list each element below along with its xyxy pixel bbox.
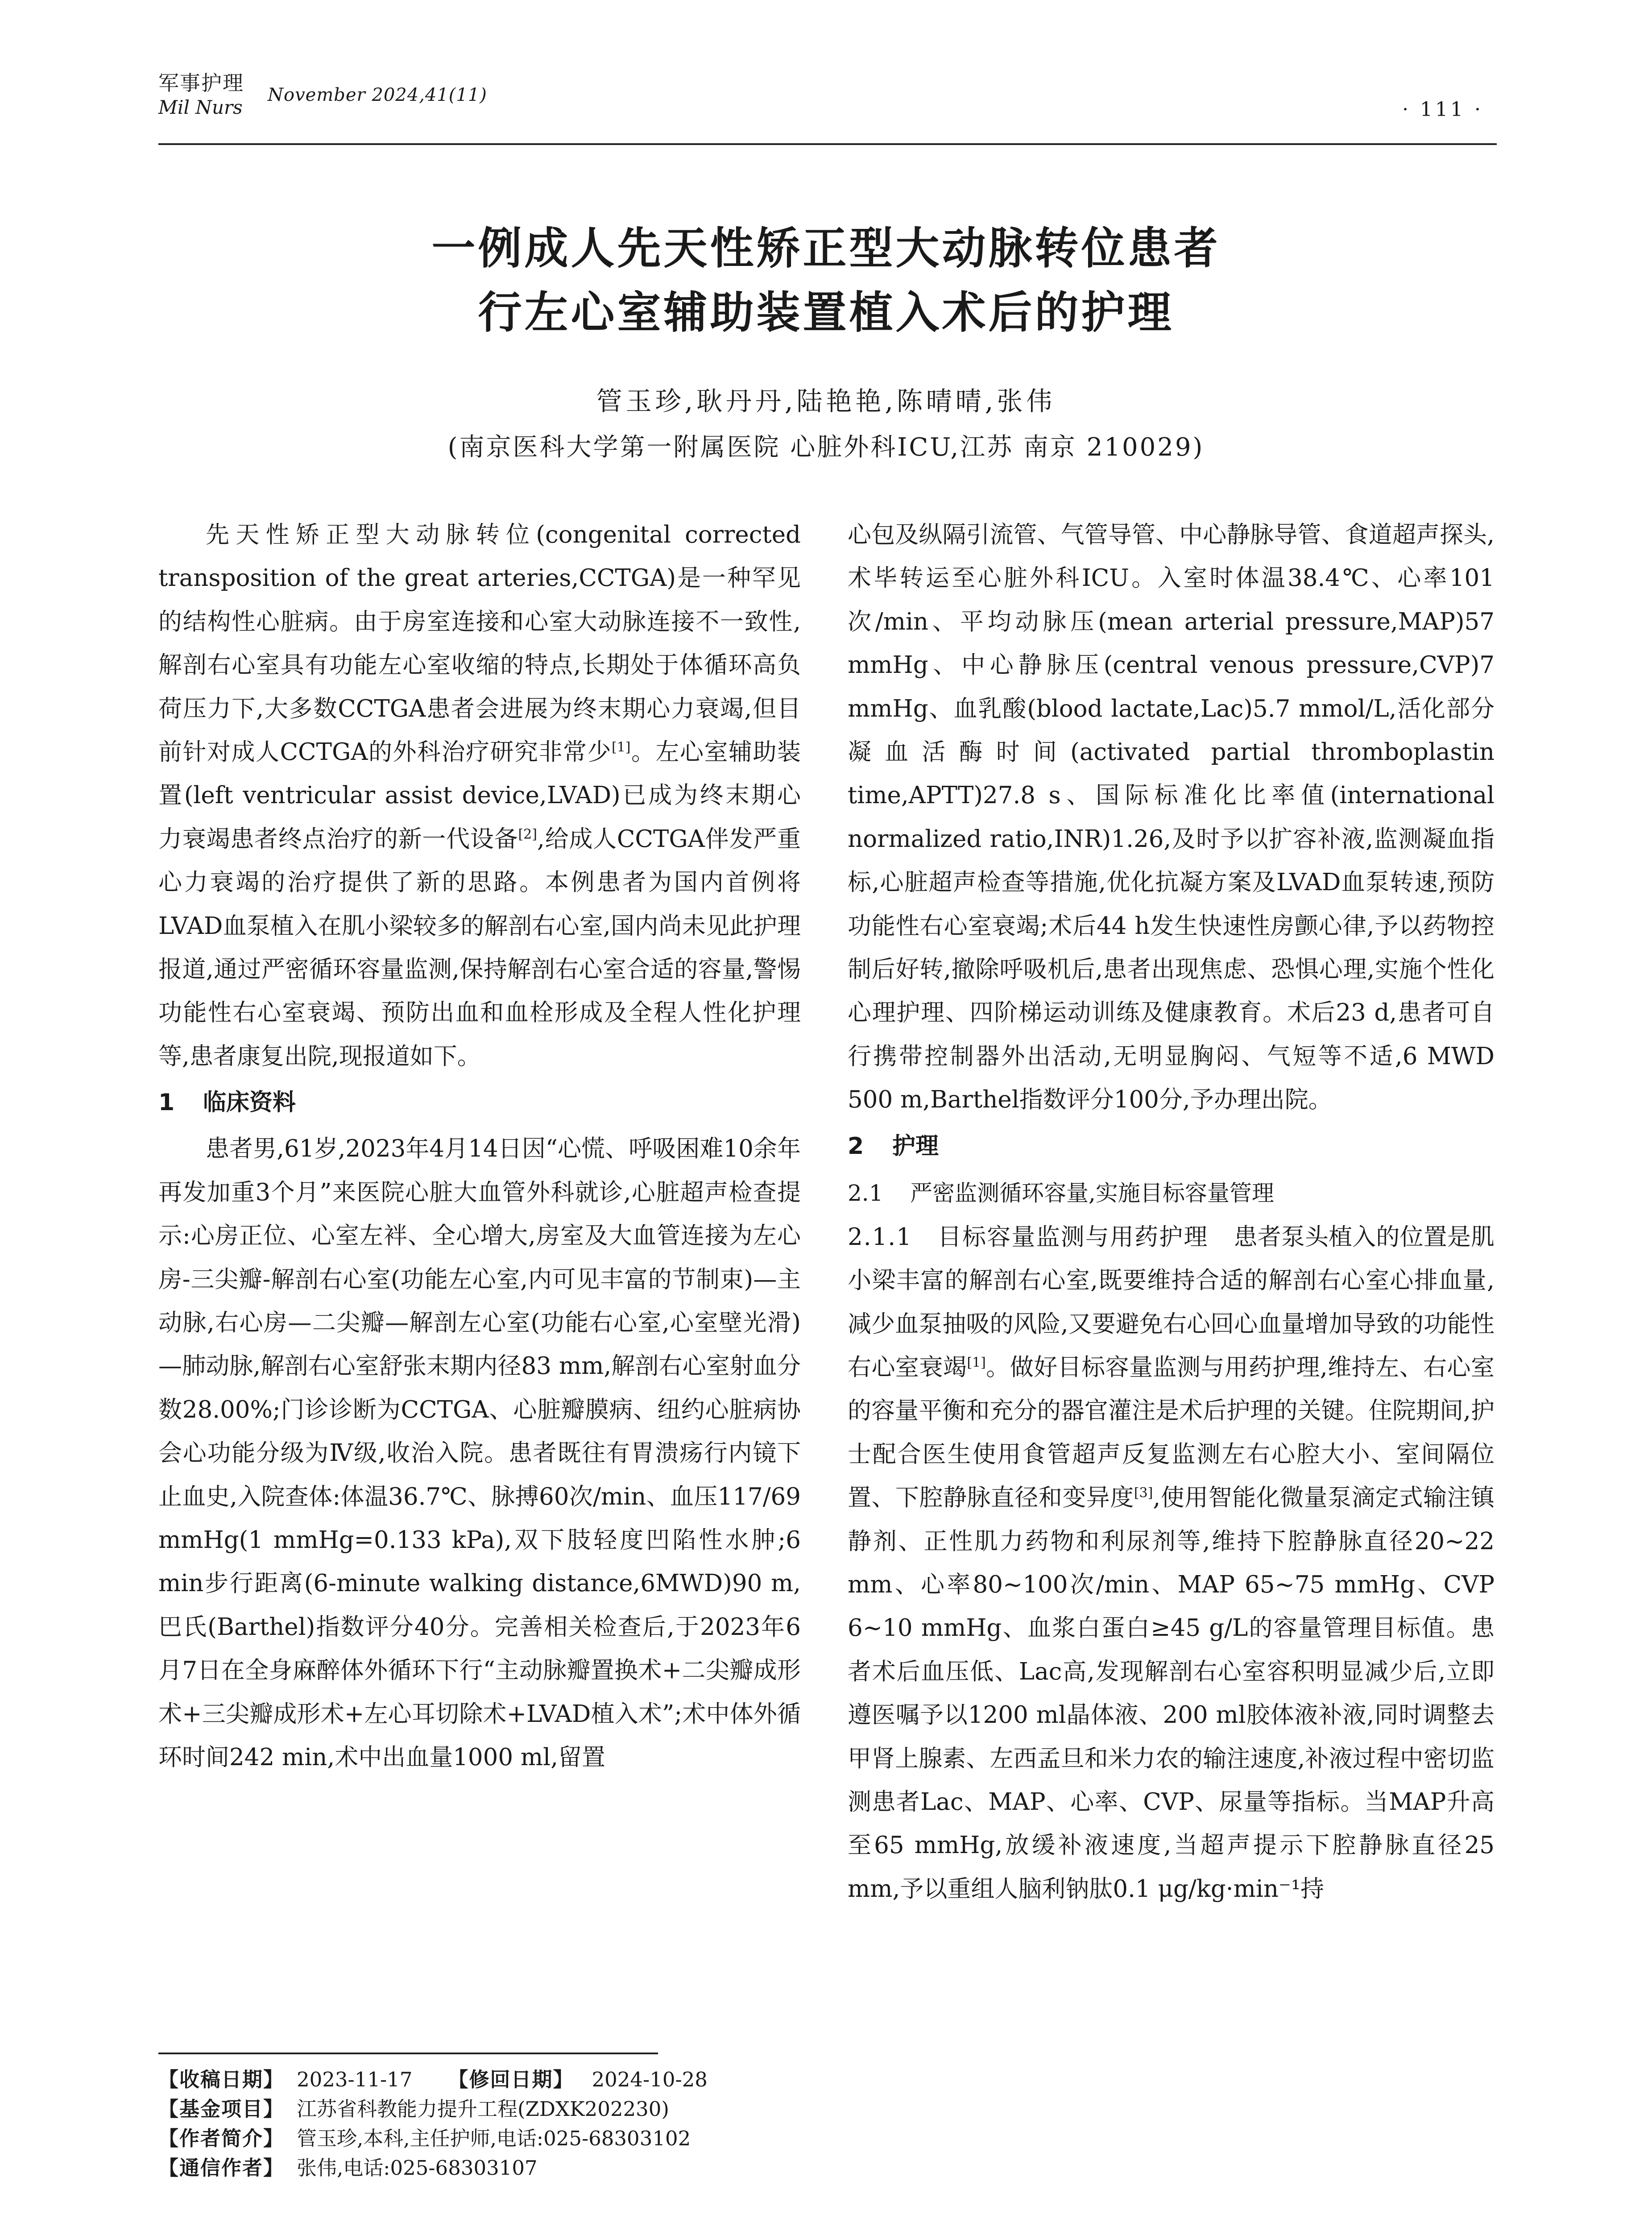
footnote-divider — [158, 2053, 658, 2054]
footnote-dates: 【收稿日期】 2023-11-17 【修回日期】 2024-10-28 — [158, 2068, 708, 2091]
page-number: · 111 · — [1402, 98, 1483, 121]
case-paragraph: 患者男,61岁,2023年4月14日因“心慌、呼吸困难10余年再发加重3个月”来医院心脏大血管外科就诊,心脏超声检查提示:心房正位、心室左袢、全心增大,房室及大血管连接为左心房-三尖瓣-解剖右心室(功能左心室,内可见丰富的节制束)—主动脉,右心房—二尖瓣—解剖左心室(功能右心室,心室壁光滑)—肺动脉,解剖右心室舒张末期内径83 mm,解剖右心室射血分数28.00%;门诊诊断为CCTGA、心脏瓣膜病、纽约心脏病协会心功能分级为Ⅳ级,收治入院。患者既往有胃溃疡行内镜下止血史,入院查体:体温36.7℃、脉搏60次/min、血压117/69 mmHg(1 mmHg=0.133 kPa),双下肢轻度凹陷性水肿;6 min步行距离(6-minute walking distance,6MWD)90 m,巴氏(Barthel)指数评分40分。完善相关检查后,于2023年6月7日在全身麻醉体外循环下行“主动脉瓣置换术+二尖瓣成形术+三尖瓣成形术+左心耳切除术+LVAD植入术”;术中体外循环时间242 min,术中出血量1000 ml,留置 — [158, 1135, 801, 1771]
right-column — [848, 513, 1495, 1911]
issue-info: November 2024,41(11) — [268, 85, 487, 105]
footnotes — [158, 2065, 805, 2183]
left-column — [158, 513, 801, 1779]
page-header — [158, 67, 1497, 145]
subsection-2-1-1-paragraph: 2.1.1 目标容量监测与用药护理 患者泵头植入的位置是肌小梁丰富的解剖右心室,既要维持合适的解剖右心室心排血量,减少血泵抽吸的风险,又要避免右心回心血量增加导致的功能性右心室衰竭[1]。做好目标容量监测与用药护理,维持左、右心室的容量平衡和充分的器官灌注是术后护理的关键。住院期间,护士配合医生使用食管超声反复监测左右心腔大小、室间隔位置、下腔静脉直径和变异度[3],使用智能化微量泵滴定式输注镇静剂、正性肌力药物和利尿剂等,维持下腔静脉直径20~22 mm、心率80~100次/min、MAP 65~75 mmHg、CVP 6~10 mmHg、血浆白蛋白≥45 g/L的容量管理目标值。患者术后血压低、Lac高,发现解剖右心室容积明显减少后,立即遵医嘱予以1200 ml晶体液、200 ml胶体液补液,同时调整去甲肾上腺素、左西孟旦和米力农的输注速度,补液过程中密切监测患者Lac、MAP、心率、CVP、尿量等指标。当MAP升高至65 mmHg,放缓补液速度,当超声提示下腔静脉直径25 mm,予以重组人脑利钠肽0.1 μg/kg·min⁻¹持 — [848, 1223, 1495, 1903]
section-heading-1: 1 临床资料 — [158, 1089, 296, 1116]
citation-1: [1] — [612, 739, 631, 755]
subsection-heading-2-1-1: 2.1.1 目标容量监测与用药护理 — [848, 1223, 1209, 1251]
footnote-fund: 【基金项目】 江苏省科教能力提升工程(ZDXK202230) — [158, 2097, 669, 2121]
section-heading-2: 2 护理 — [848, 1132, 939, 1160]
footnote-author: 【作者简介】 管玉珍,本科,主任护师,电话:025-68303102 — [158, 2127, 691, 2150]
article-title-line2: 行左心室辅助装置植入术后的护理 — [478, 287, 1174, 338]
subsection-heading-2-1: 2.1 严密监测循环容量,实施目标容量管理 — [848, 1180, 1274, 1206]
footnote-correspondence: 【通信作者】 张伟,电话:025-68303107 — [158, 2156, 538, 2180]
case-paragraph-continued: 心包及纵隔引流管、气管导管、中心静脉导管、食道超声探头,术毕转运至心脏外科ICU。入室时体温38.4℃、心率101次/min、平均动脉压(mean arterial pressure,MAP)57 mmHg、中心静脉压(central venous pressure,CVP)7 mmHg、血乳酸(blood lactate,Lac)5.7 mmol/L,活化部分凝血活酶时间(activated partial thromboplastin time,APTT)27.8 s、国际标准化比率值(international normalized ratio,INR)1.26,及时予以扩容补液,监测凝血指标,心脏超声检查等措施,优化抗凝方案及LVAD血泵转速,预防功能性右心室衰竭;术后44 h发生快速性房颤心律,予以药物控制后好转,撤除呼吸机后,患者出现焦虑、恐惧心理,实施个性化心理护理、四阶梯运动训练及健康教育。术后23 d,患者可自行携带控制器外出活动,无明显胸闷、气短等不适,6 MWD 500 m,Barthel指数评分100分,予办理出院。 — [848, 521, 1495, 1114]
intro-paragraph: 先天性矫正型大动脉转位(congenital corrected transposition of the great arteries,CCTGA)是一种罕见的结构性心脏病。由于房室连接和心室大动脉连接不一致性,解剖右心室具有功能左心室收缩的特点,长期处于体循环高负荷压力下,大多数CCTGA患者会进展为终末期心力衰竭,但目前针对成人CCTGA的外科治疗研究非常少[1]。左心室辅助装置(left ventricular assist device,LVAD)已成为终末期心力衰竭患者终点治疗的新一代设备[2],给成人CCTGA伴发严重心力衰竭的治疗提供了新的思路。本例患者为国内首例将LVAD血泵植入在肌小梁较多的解剖右心室,国内尚未见此护理报道,通过严密循环容量监测,保持解剖右心室合适的容量,警惕功能性右心室衰竭、预防出血和血栓形成及全程人性化护理等,患者康复出院,现报道如下。 — [158, 521, 801, 1070]
citation-2: [2] — [518, 826, 537, 842]
citation-1b: [1] — [967, 1355, 986, 1371]
journal-name-cn: 军事护理 — [158, 71, 244, 95]
journal-name-en: Mil Nurs — [158, 96, 243, 118]
citation-3: [3] — [1134, 1485, 1153, 1501]
author-list: 管玉珍,耿丹丹,陆艳艳,陈晴晴,张伟 — [596, 386, 1056, 416]
article-title-line1: 一例成人先天性矫正型大动脉转位患者 — [431, 223, 1221, 274]
affiliation: (南京医科大学第一附属医院 心脏外科ICU,江苏 南京 210029) — [447, 433, 1205, 462]
